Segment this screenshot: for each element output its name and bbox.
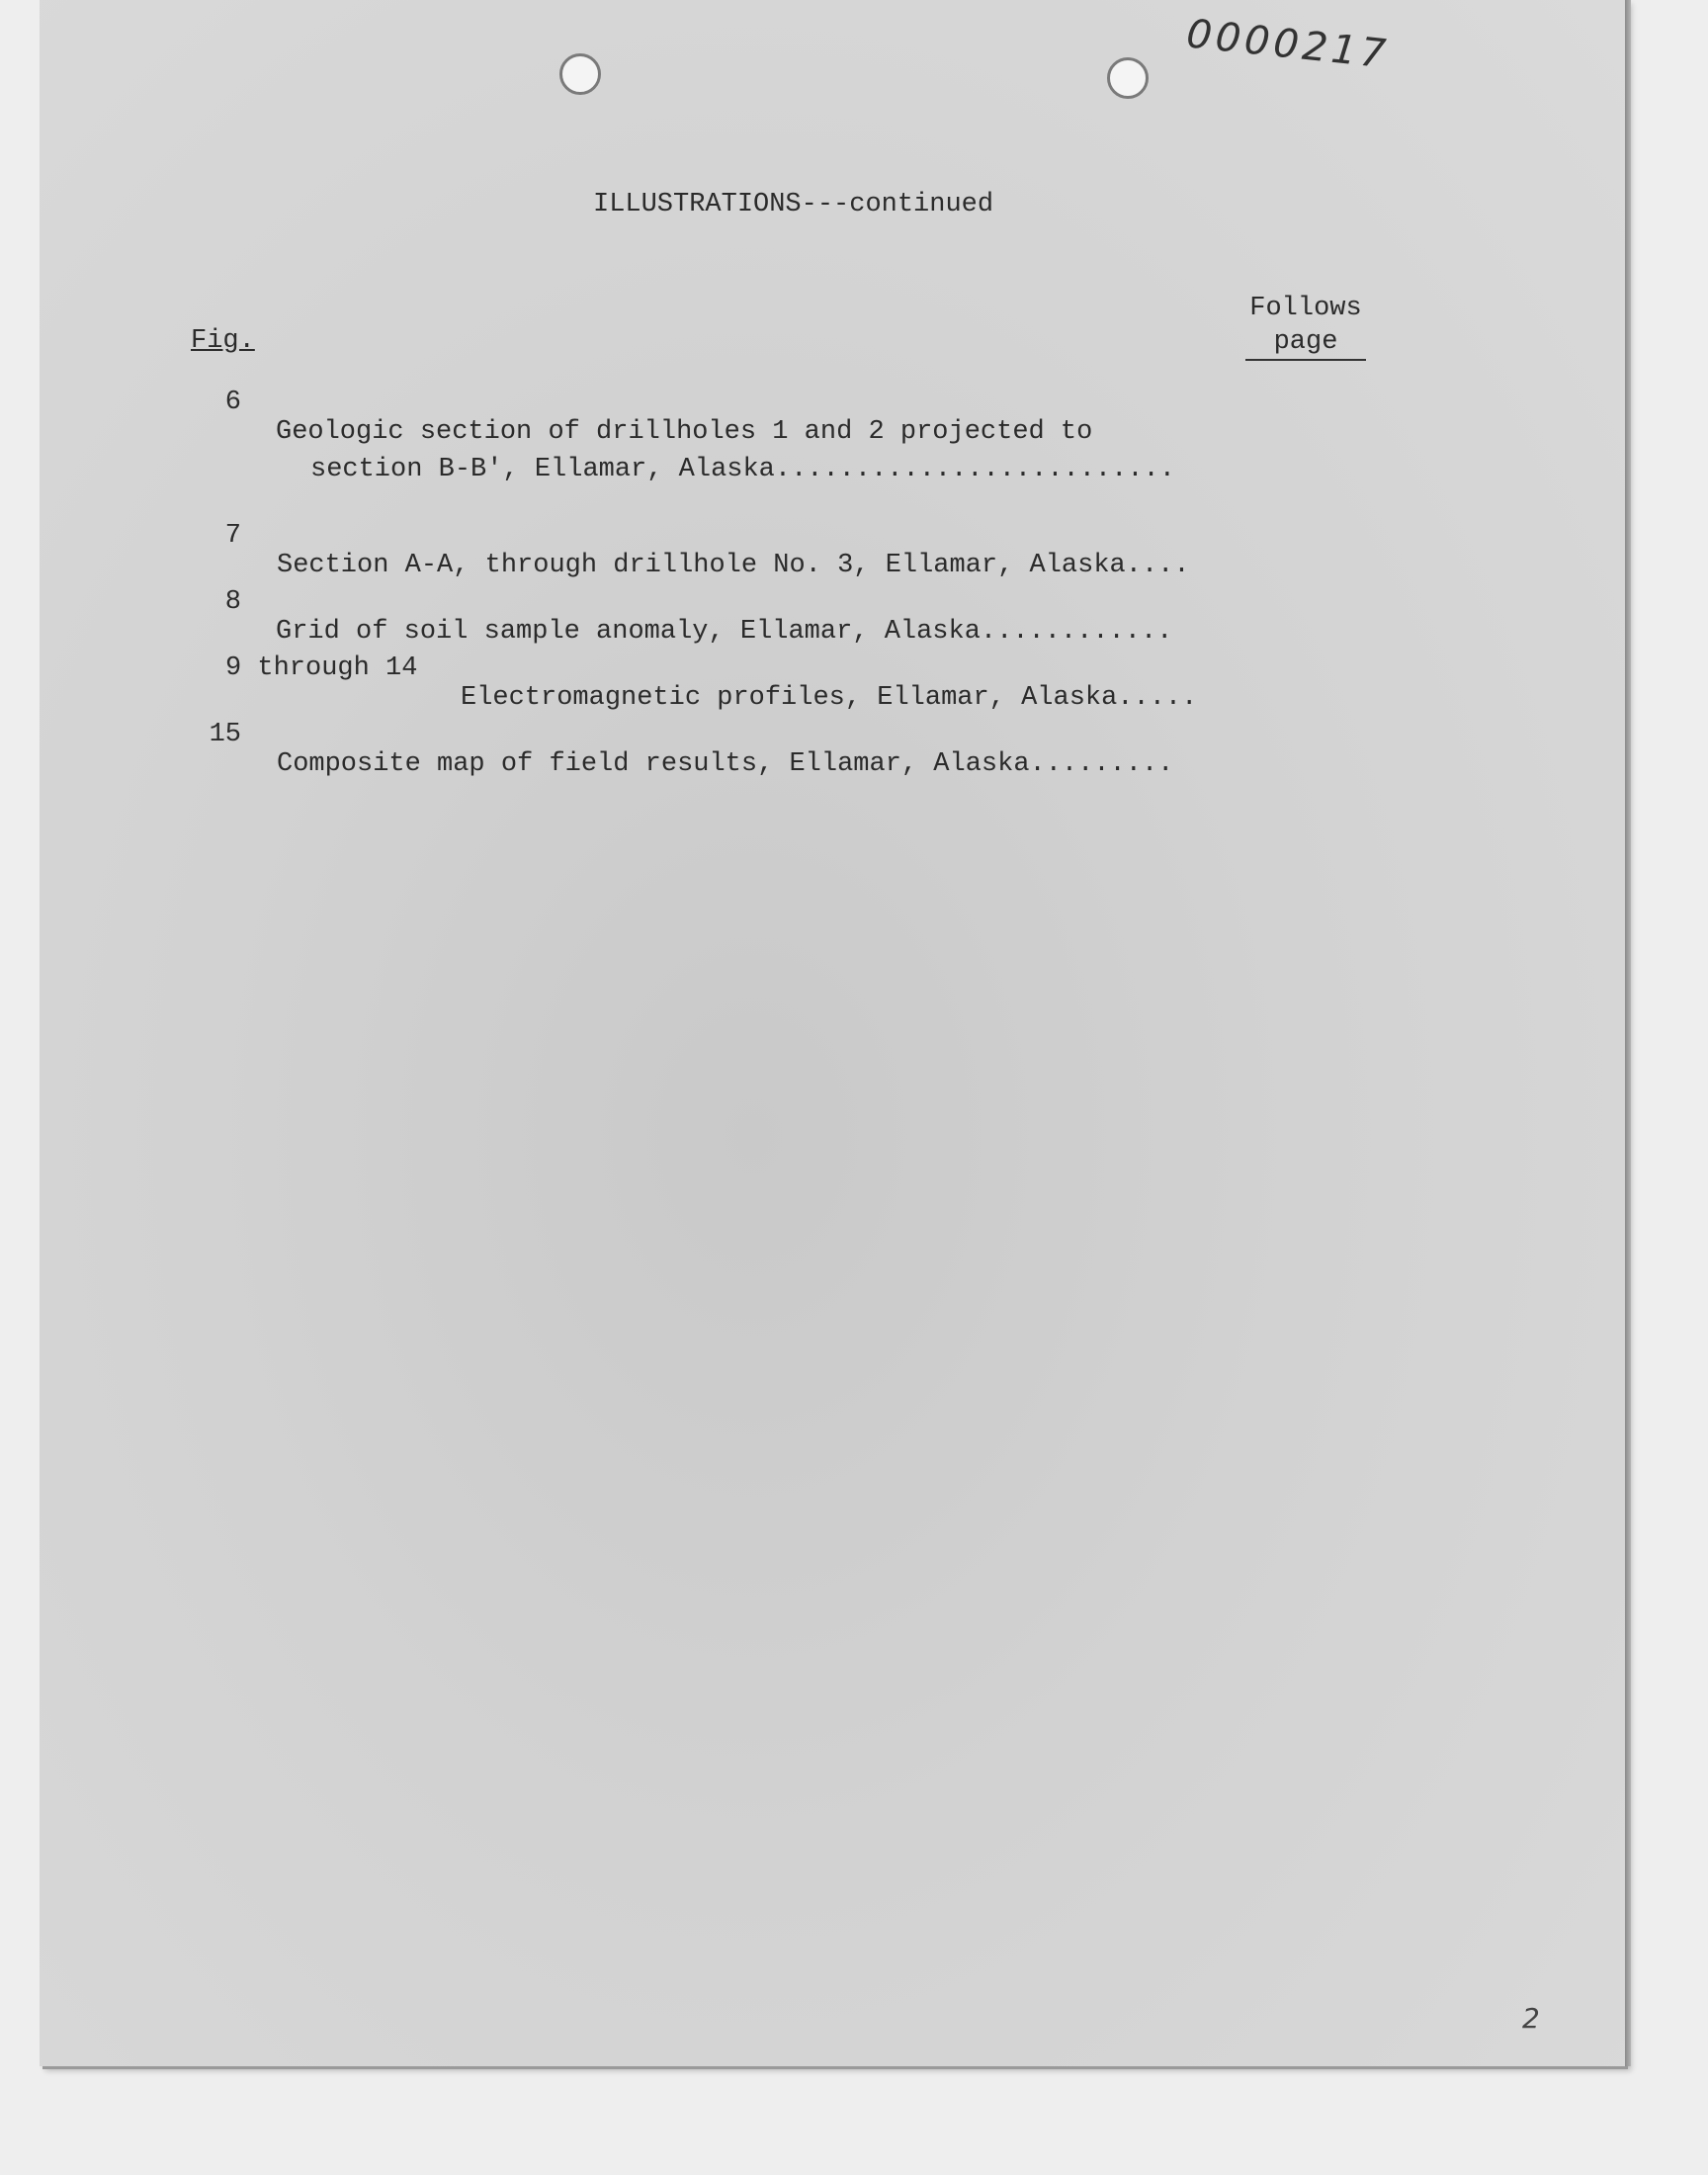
- fig-caption-continued: section B-B', Ellamar, Alaska.........................: [310, 455, 1175, 484]
- page-number: 2: [1522, 2002, 1540, 2035]
- fig-number: 15: [209, 720, 241, 749]
- column-header-fig: Fig.: [191, 326, 255, 356]
- column-header-follows-page: [1245, 292, 1366, 361]
- page-heading: ILLUSTRATIONS---continued: [593, 190, 994, 219]
- punch-hole-right: [1107, 57, 1149, 99]
- page-label: page: [1245, 325, 1366, 361]
- fig-number: 6: [224, 388, 241, 417]
- fig-caption: Section A-A, through drillhole No. 3, Ellamar, Alaska....: [277, 551, 1190, 580]
- document-page: [40, 0, 1625, 2066]
- fig-caption: Electromagnetic profiles, Ellamar, Alaska.....: [461, 683, 1198, 713]
- fig-caption: Geologic section of drillholes 1 and 2 projected to: [276, 417, 1093, 447]
- punch-hole-left: [559, 53, 601, 95]
- fig-number: 7: [224, 521, 241, 551]
- follows-label: Follows: [1249, 294, 1362, 323]
- fig-number: 8: [224, 587, 241, 617]
- document-stamp-number: 0000217: [1184, 11, 1392, 78]
- fig-number: 9 through 14: [225, 653, 418, 683]
- list-item-fig-15: [0, 690, 1285, 779]
- list-item-fig-6-continued: [0, 425, 1285, 484]
- fig-caption: Grid of soil sample anomaly, Ellamar, Alaska............: [276, 617, 1173, 647]
- fig-caption: Composite map of field results, Ellamar, Alaska.........: [277, 749, 1174, 779]
